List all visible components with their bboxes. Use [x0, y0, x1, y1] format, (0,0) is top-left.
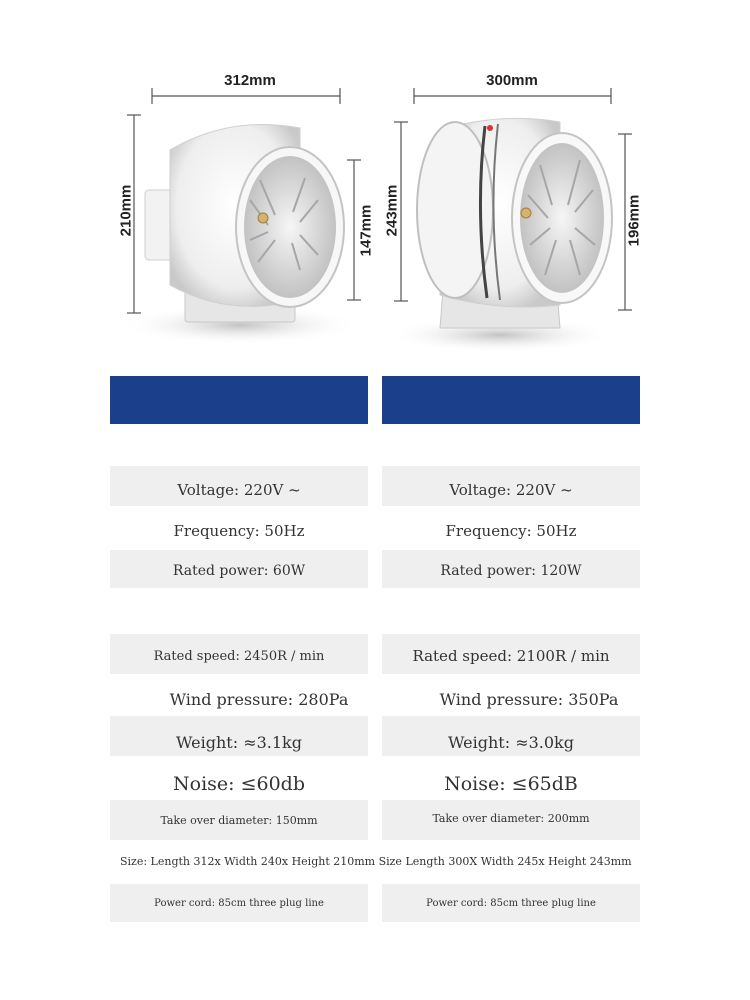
- power-cord-right: Power cord: 85cm three plug line: [426, 897, 596, 909]
- right-inner-height-label: 196mm: [625, 194, 643, 247]
- right-width-label: 300mm: [486, 72, 538, 89]
- rated-power-right: Rated power: 120W: [440, 563, 582, 579]
- weight-right: Weight: ≈3.0kg: [448, 732, 574, 752]
- frequency-left: Frequency: 50Hz: [173, 522, 305, 540]
- size-line: Size: Length 312x Width 240x Height 210mm Size Length 300X Width 245x Height 243mm: [120, 854, 632, 868]
- voltage-right: Voltage: 220V ~: [449, 481, 573, 499]
- wind-pressure-left: Wind pressure: 280Pa: [169, 689, 349, 709]
- rated-speed-right: Rated speed: 2100R / min: [412, 647, 610, 665]
- take-over-diameter-left: Take over diameter: 150mm: [160, 813, 318, 827]
- power-cord-left: Power cord: 85cm three plug line: [154, 897, 324, 909]
- rated-speed-left: Rated speed: 2450R / min: [153, 648, 325, 664]
- voltage-left: Voltage: 220V ~: [177, 481, 301, 499]
- right-height-label: 243mm: [383, 184, 401, 237]
- noise-left: Noise: ≤60db: [173, 773, 305, 795]
- left-inner-height-label: 147mm: [357, 204, 375, 257]
- take-over-diameter-right: Take over diameter: 200mm: [432, 811, 590, 825]
- noise-right: Noise: ≤65dB: [444, 773, 578, 795]
- wind-pressure-right: Wind pressure: 350Pa: [439, 689, 619, 709]
- rated-power-left: Rated power: 60W: [172, 563, 306, 579]
- left-height-label: 210mm: [117, 184, 135, 237]
- frequency-right: Frequency: 50Hz: [445, 522, 577, 540]
- left-width-label: 312mm: [224, 72, 276, 89]
- weight-left: Weight: ≈3.1kg: [176, 732, 302, 752]
